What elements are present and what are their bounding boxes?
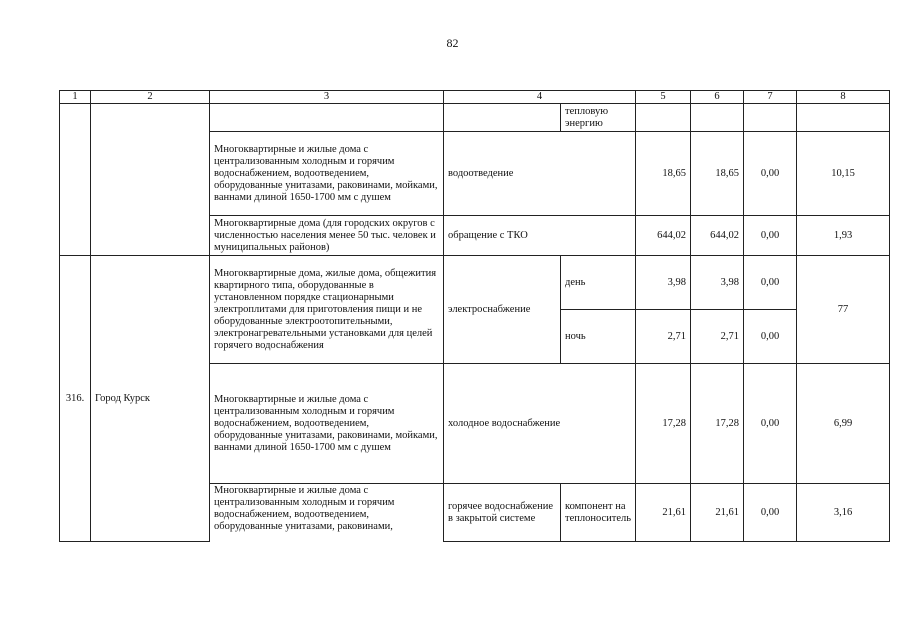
cell-value-5: 18,65: [636, 132, 691, 216]
cell-value-5: 17,28: [636, 364, 691, 484]
cell-category: Многоквартирные и жилые дома с централизованным холодным и горячим водоснабжением, водоотведением, оборудованные унитазами, раковинами, мойками, ваннами длиной 1650-1700 мм с душем: [210, 132, 444, 216]
cell-service: холодное водоснабжение: [444, 364, 636, 484]
header-col-4: 4: [444, 91, 636, 104]
cell-value-7: 0,00: [744, 310, 797, 364]
cell-category: Многоквартирные и жилые дома с централизованным холодным и горячим водоснабжением, водоотведением, оборудованные унитазами, раковинами, мойками, ваннами длиной 1650-1700 мм с душем: [210, 364, 444, 484]
cell-value-8: 10,15: [797, 132, 890, 216]
cell-locality-empty: [91, 104, 210, 256]
cell-service: горячее водоснабжение в закрытой системе: [444, 484, 561, 542]
cell-value-7: [744, 104, 797, 132]
cell-service: обращение с ТКО: [444, 216, 636, 256]
cell-value-5: 644,02: [636, 216, 691, 256]
cell-category: Многоквартирные и жилые дома с централизованным холодным и горячим водоснабжением, водоотведением, оборудованные унитазами, раковинами,: [210, 484, 444, 542]
cell-value-6: 2,71: [691, 310, 744, 364]
header-col-2: 2: [91, 91, 210, 104]
cell-number: 316.: [60, 256, 91, 542]
table-row: [60, 104, 890, 132]
tariff-table: [59, 90, 890, 542]
cell-value-5: 2,71: [636, 310, 691, 364]
cell-subservice: тепловую энергию: [561, 104, 636, 132]
cell-service: электроснабжение: [444, 256, 561, 364]
cell-value-5: 21,61: [636, 484, 691, 542]
cell-category: Многоквартирные дома, жилые дома, общежития квартирного типа, оборудованные в установленном порядке стационарными электроплитами для приготовления пищи и не оборудованные электроотопительными, электронагревательными установками для целей горячего водоснабжения: [210, 256, 444, 364]
cell-value-8: 1,93: [797, 216, 890, 256]
header-col-6: 6: [691, 91, 744, 104]
cell-value-7: 0,00: [744, 216, 797, 256]
cell-value-5: 3,98: [636, 256, 691, 310]
cell-value-8: 6,99: [797, 364, 890, 484]
cell-category: Многоквартирные дома (для городских округов с численностью населения менее 50 тыс. человек и муниципальных районов): [210, 216, 444, 256]
cell-value-6: 17,28: [691, 364, 744, 484]
header-col-3: 3: [210, 91, 444, 104]
cell-service: [444, 104, 561, 132]
cell-value-8: [797, 104, 890, 132]
cell-value-5: [636, 104, 691, 132]
header-col-1: 1: [60, 91, 91, 104]
cell-subservice: день: [561, 256, 636, 310]
cell-service: водоотведение: [444, 132, 636, 216]
header-row: [60, 91, 890, 104]
cell-value-8: 3,16: [797, 484, 890, 542]
cell-locality: Город Курск: [91, 256, 210, 542]
header-col-7: 7: [744, 91, 797, 104]
page-number: 82: [446, 36, 459, 50]
table-row: [60, 256, 890, 310]
cell-subservice: ночь: [561, 310, 636, 364]
cell-value-7: 0,00: [744, 484, 797, 542]
cell-value-6: 18,65: [691, 132, 744, 216]
cell-value-8: 77: [797, 256, 890, 364]
cell-value-6: [691, 104, 744, 132]
cell-value-7: 0,00: [744, 364, 797, 484]
cell-number-empty: [60, 104, 91, 256]
cell-value-6: 644,02: [691, 216, 744, 256]
cell-value-6: 3,98: [691, 256, 744, 310]
cell-subservice: компонент на теплоноситель: [561, 484, 636, 542]
header-col-8: 8: [797, 91, 890, 104]
header-col-5: 5: [636, 91, 691, 104]
cell-value-7: 0,00: [744, 256, 797, 310]
cell-category: [210, 104, 444, 132]
cell-value-6: 21,61: [691, 484, 744, 542]
cell-value-7: 0,00: [744, 132, 797, 216]
